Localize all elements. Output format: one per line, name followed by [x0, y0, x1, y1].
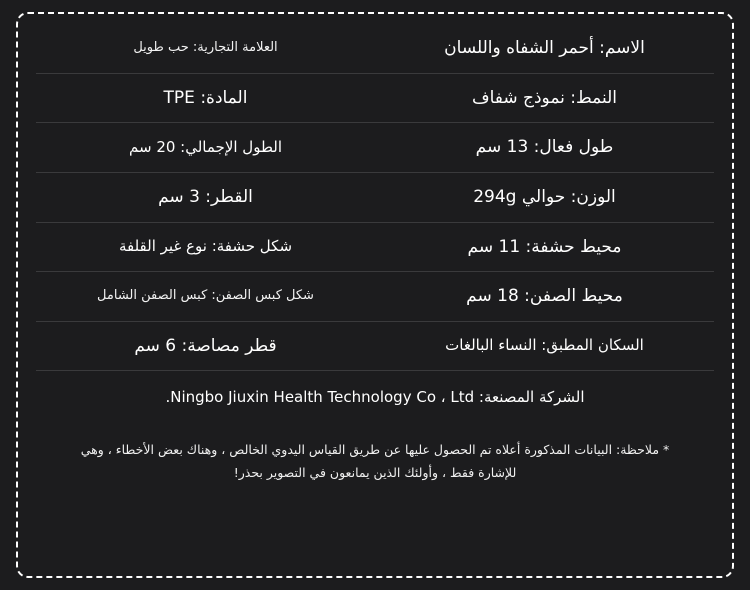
spec-value-glans-shape: شكل حشفة: نوع غير القلفة — [118, 237, 293, 255]
table-row — [36, 272, 714, 322]
spec-table-body — [36, 24, 714, 425]
spec-value-effective-length: طول فعال: 13 سم — [475, 137, 614, 158]
product-spec-card — [16, 12, 734, 578]
spec-value-brand: العلامة التجارية: حب طويل — [133, 39, 278, 55]
spec-table — [36, 24, 714, 425]
spec-value-scrotum-circumference: محيط الصفن: 18 سم — [466, 286, 623, 307]
spec-value-material: المادة: TPE — [163, 87, 248, 108]
table-row — [36, 123, 714, 173]
spec-value-total-length: الطول الإجمالي: 20 سم — [128, 137, 282, 156]
spec-value-diameter: القطر: 3 سم — [158, 186, 253, 207]
table-row — [36, 172, 714, 222]
table-row — [36, 24, 714, 73]
table-row — [36, 73, 714, 123]
spec-value-name: الاسم: أحمر الشفاه واللسان — [444, 38, 645, 58]
spec-value-weight: الوزن: حوالي 294g — [473, 186, 616, 207]
spec-value-target-audience: السكان المطبق: النساء البالغات — [445, 336, 644, 355]
table-row-manufacturer — [36, 371, 714, 425]
spec-value-glans-circumference: محيط حشفة: 11 سم — [467, 236, 622, 257]
spec-value-scrotum-shape: شكل كبس الصفن: كبس الصفن الشامل — [97, 288, 314, 304]
table-row — [36, 321, 714, 371]
spec-value-style: النمط: نموذج شفاف — [471, 87, 618, 108]
spec-value-suction-diameter: قطر مصاصة: 6 سم — [134, 335, 277, 356]
spec-value-manufacturer: الشركة المصنعة: Ningbo Jiuxin Health Technology Co ، Ltd. — [165, 388, 585, 407]
table-row — [36, 222, 714, 272]
disclaimer-note: * ملاحظة: البيانات المذكورة أعلاه تم الحصول عليها عن طريق القياس اليدوي الخالص ، وهناك بعض الأخطاء ، وهي للإشارة فقط ، وأولئك الذين يمانعون في التصوير بحذر! — [80, 442, 670, 480]
